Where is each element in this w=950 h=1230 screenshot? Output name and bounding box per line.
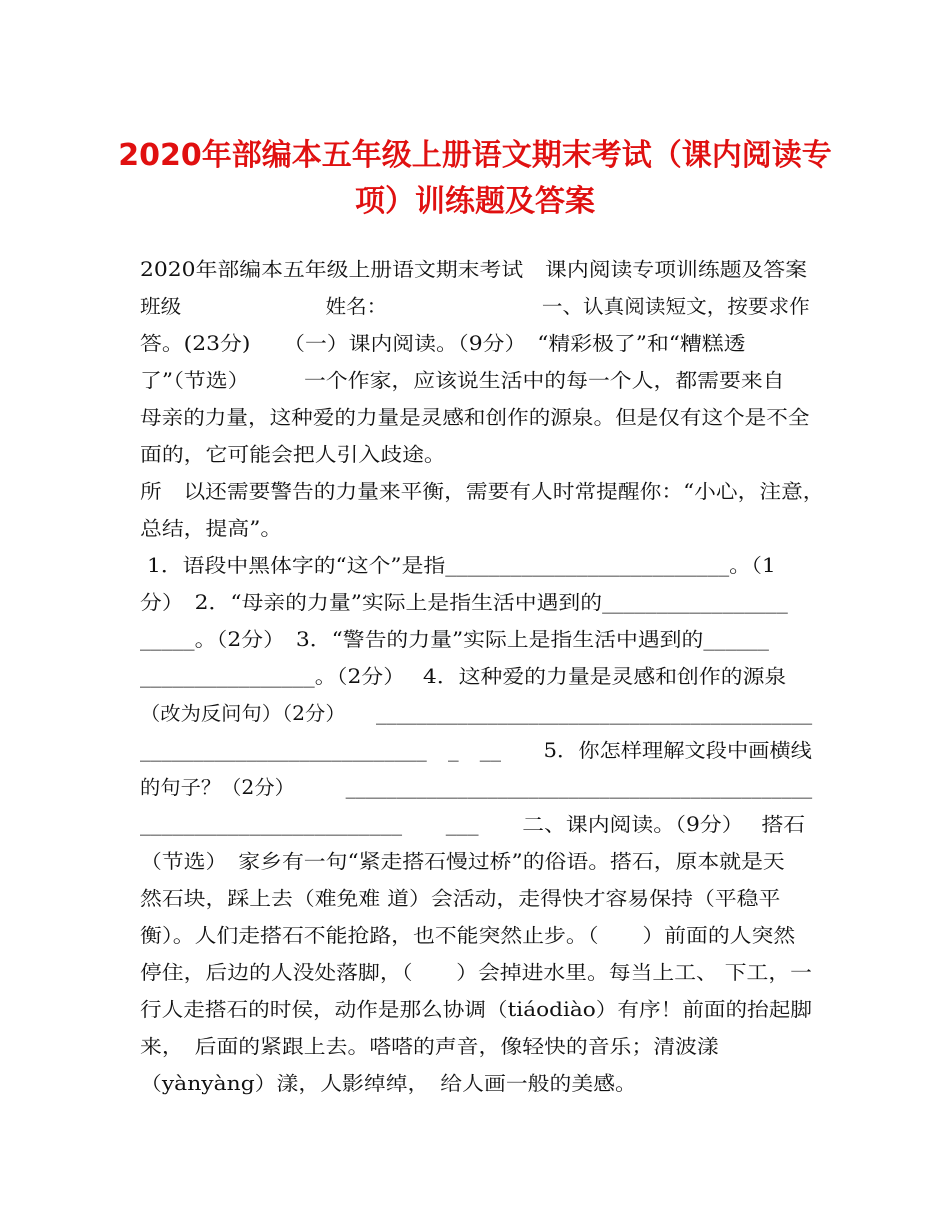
body-line-2: 班级 姓名： 一、认真阅读短文，按要求作 [140, 295, 810, 318]
body-line-12: ________________。（2分） 4．这种爱的力量是灵感和创作的源泉 [140, 665, 787, 688]
document-title-line-2: 项）训练题及答案 [355, 184, 595, 219]
body-line-21: 行人走搭石的时侯，动作是那么协调（tiáodiào）有序！前面的抬起脚 [140, 998, 813, 1021]
body-line-9: 1．语段中黑体字的“这个”是指__________________________。（1 [140, 554, 776, 577]
body-line-15: 的句子？（2分） ______________________________________________ [140, 776, 813, 799]
body-line-7: 所 以还需要警告的力量来平衡，需要有人时常提醒你：“小心，注意， [140, 480, 825, 503]
body-line-13: （改为反问句）（2分） ___________________________________________ [140, 702, 813, 725]
body-line-5: 母亲的力量，这种爱的力量是灵感和创作的源泉。但是仅有这个是不全 [140, 406, 810, 429]
body-line-18: 然石块，踩上去（难免难 道）会活动，走得快才容易保持（平稳平 [140, 887, 781, 910]
body-line-22: 来， 后面的紧跟上去。嗒嗒的声音，像轻快的音乐；清波漾 [140, 1035, 719, 1058]
body-line-17: （节选） 家乡有一句“紧走搭石慢过桥”的俗语。搭石，原本就是天 [140, 850, 785, 873]
body-line-10: 分） 2．“母亲的力量”实际上是指生活中遇到的_________________ [140, 591, 788, 614]
body-line-4: 了”（节选） 一个作家，应该说生活中的每一个人，都需要来自 [140, 369, 785, 392]
body-line-19: 衡）。人们走搭石不能抢路，也不能突然止步。（ ）前面的人突然 [140, 924, 796, 947]
body-line-1: 2020年部编本五年级上册语文期末考试 课内阅读专项训练题及答案 [140, 258, 808, 281]
body-line-6: 面的，它可能会把人引入歧途。 [140, 443, 446, 466]
body-line-11: _____。（2分） 3．“警告的力量”实际上是指生活中遇到的______ [140, 628, 769, 651]
document-title-line-1: 2020年部编本五年级上册语文期末考试（课内阅读专 [118, 138, 832, 173]
body-line-16: ________________________ ___ 二、课内阅读。（9分） 搭石 [140, 813, 806, 836]
body-line-14: ___________________________ _ __ 5．你怎样理解文段中画横线 [140, 739, 812, 762]
body-line-8: 总结，提高”。 [140, 517, 283, 540]
body-line-20: 停住，后边的人没处落脚，（ ）会掉进水里。每当上工、 下工，一 [140, 961, 812, 984]
body-line-23: （yànyàng）漾，人影绰绰， 给人画一般的美感。 [140, 1072, 637, 1095]
body-line-3: 答。(23分) （一）课内阅读。（9分） “精彩极了”和“糟糕透 [140, 332, 746, 355]
